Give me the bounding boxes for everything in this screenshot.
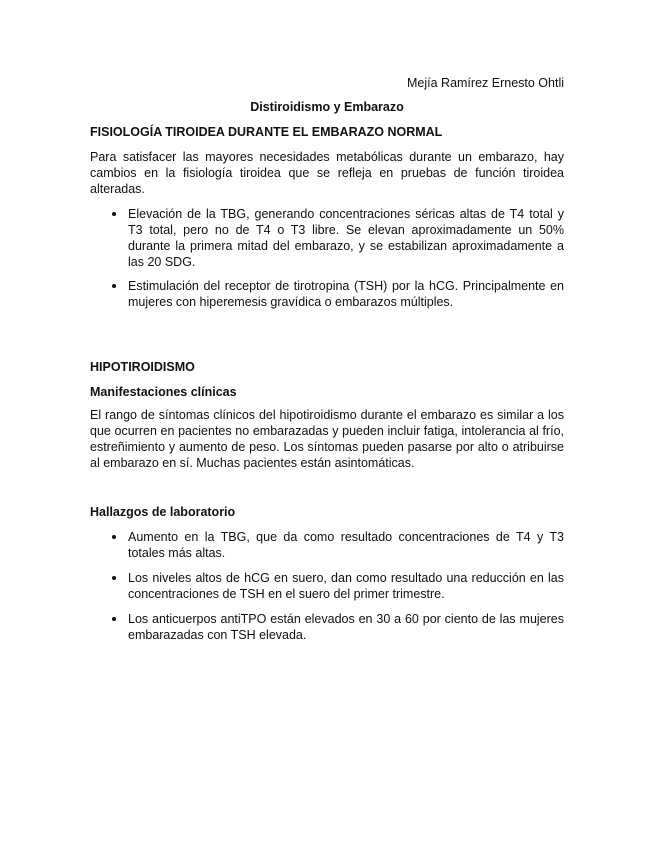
list-item xyxy=(90,611,564,643)
bullet-icon xyxy=(112,576,116,580)
bullet-icon xyxy=(112,212,116,216)
list-item-text: Aumento en la TBG, que da como resultado concentraciones de T4 y T3 totales más altas. xyxy=(128,530,564,560)
section-heading-fisiologia: FISIOLOGÍA TIROIDEA DURANTE EL EMBARAZO NORMAL xyxy=(90,125,443,139)
list-item-text: Estimulación del receptor de tirotropina (TSH) por la hCG. Principalmente en mujeres con hiperemesis gravídica o embarazos múltiples. xyxy=(128,279,564,309)
author-name: Mejía Ramírez Ernesto Ohtli xyxy=(407,76,564,90)
list-item-text: Los anticuerpos antiTPO están elevados en 30 a 60 por ciento de las mujeres embarazadas con TSH elevada. xyxy=(128,612,564,642)
bullet-icon xyxy=(112,535,116,539)
list-item-text: Elevación de la TBG, generando concentraciones séricas altas de T4 total y T3 total, pero no de T4 o T3 libre. Se elevan aproximadamente un 50% durante la primera mitad del embarazo, y se estabilizan aproximadamente a las 20 SDG. xyxy=(128,207,564,269)
list-item-text: Los niveles altos de hCG en suero, dan como resultado una reducción en las concentraciones de TSH en el suero del primer trimestre. xyxy=(128,571,564,601)
manifestaciones-paragraph: El rango de síntomas clínicos del hipotiroidismo durante el embarazo es similar a los que ocurren en pacientes no embarazadas y pueden incluir fatiga, intolerancia al frío, estreñimiento y aumento de peso. Los síntomas pueden pasarse por alto o atribuirse al embarazo en sí. Muchas pacientes están asintomáticas. xyxy=(90,408,564,470)
physiology-bullet-list xyxy=(90,206,564,310)
subheading-hallazgos: Hallazgos de laboratorio xyxy=(90,505,236,519)
list-item xyxy=(90,570,564,602)
list-item xyxy=(90,206,564,270)
list-item xyxy=(90,529,564,561)
bullet-icon xyxy=(112,617,116,621)
intro-paragraph: Para satisfacer las mayores necesidades metabólicas durante un embarazo, hay cambios en la fisiología tiroidea que se refleja en pruebas de función tiroidea alteradas. xyxy=(90,150,564,196)
list-item xyxy=(90,278,564,310)
document-title: Distiroidismo y Embarazo xyxy=(250,100,404,114)
subheading-manifestaciones: Manifestaciones clínicas xyxy=(90,385,237,399)
section-heading-hipotiroidismo: HIPOTIROIDISMO xyxy=(90,360,195,374)
lab-findings-bullet-list xyxy=(90,529,564,643)
bullet-icon xyxy=(112,284,116,288)
